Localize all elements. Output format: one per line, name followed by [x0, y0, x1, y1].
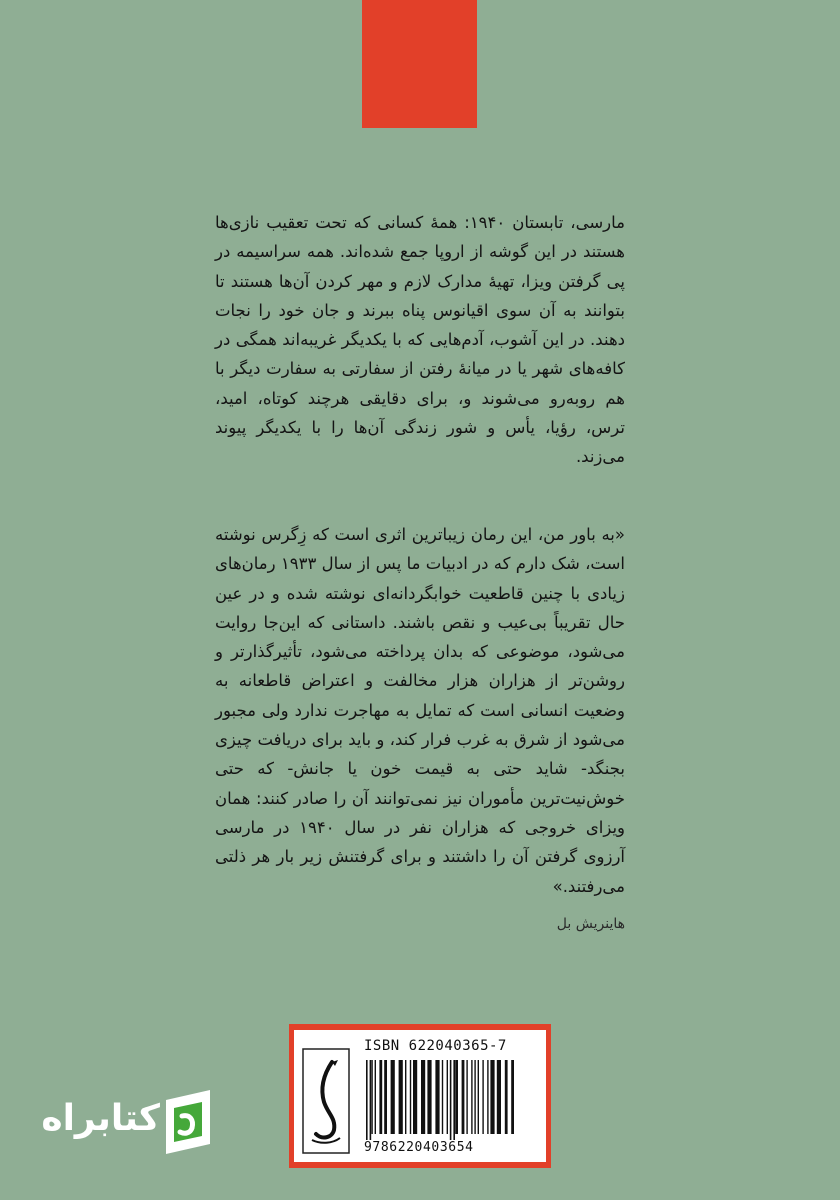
barcode-bar: [490, 1060, 494, 1134]
barcode-bar: [371, 1060, 372, 1134]
ketabrah-book-icon: [160, 1086, 222, 1156]
barcode-bar: [482, 1060, 483, 1134]
barcode-bar: [405, 1060, 406, 1134]
barcode-bar: [375, 1060, 376, 1134]
barcode-digits: 9786220403654: [364, 1140, 474, 1155]
barcode-bar: [505, 1060, 508, 1134]
synopsis-paragraph: مارسی، تابستان ۱۹۴۰: همهٔ کسانی که تحت تعقیب نازی‌ها هستند در این گوشه از اروپا جمع شده‌اند. همه سراسیمه در پی گرفتن ویزا، تهیهٔ مدارک لازم و مهر کردن آن‌ها هستند تا بتوانند به آن سوی اقیانوس پناه ببرند و جان خود را نجات دهند. در این آشوب، آدم‌هایی که با یکدیگر غریبه‌اند همگی در کافه‌های شهر یا در میانهٔ رفتن از سفارتی به سفارت دیگر با هم روبه‌رو می‌شوند و، برای دقایقی هرچند کوتاه، امید، ترس، رؤیا، یأس و شور زندگی آن‌ها را با یکدیگر پیوند می‌زند.: [215, 213, 625, 467]
barcode-bar: [478, 1060, 479, 1134]
review-quote: «به باور من، این رمان زیباترین اثری است که زِگرس نوشته است، شک دارم که در ادبیات ما پس از سال ۱۹۳۳ رمان‌های زیادی با چنین قاطعیت خوابگردانه‌ای نوشته شده و در عین حال تقریباً بی‌عیب و نقص باشند. داستانی که این‌جا روایت می‌شود، موضوعی که بدان پرداخته می‌شود، تأثیرگذارتر و روشن‌تر از هزاران هزار مخالفت و اعتراض قاطعانه به وضعیت انسانی است که تمایل به مهاجرت ندارد ولی مجبور می‌شود از شرق به غرب فرار کند، و باید برای دریافت چیزی بجنگد- شاید حتی به قیمت خون یا جانش- که حتی خوش‌نیت‌ترین مأموران نیز نمی‌توانند آن را صادر کنند: همان ویزای خروجی که هزاران نفر در سال ۱۹۴۰ در مارسی آرزوی گرفتن آن را داشتند و برای گرفتنش زیر بار هر ذلتی می‌رفتند.»: [215, 525, 626, 896]
watermark-text: کتابراه: [41, 1098, 160, 1139]
barcode-bar: [413, 1060, 417, 1134]
top-red-bar: [362, 0, 477, 128]
barcode-bar: [497, 1060, 501, 1134]
barcode-bar: [466, 1060, 467, 1134]
barcode-bar: [399, 1060, 403, 1134]
publisher-swan-logo-icon: [302, 1048, 350, 1154]
barcode-bar: [384, 1060, 387, 1134]
barcode-label: [294, 1030, 546, 1162]
barcode-bar: [379, 1060, 382, 1134]
barcode-bar: [487, 1060, 488, 1134]
barcode-bar: [511, 1060, 514, 1134]
barcode-bar: [471, 1060, 472, 1134]
quote-author: هاینریش بل: [556, 916, 625, 932]
barcode: [364, 1060, 540, 1140]
barcode-bar: [370, 1060, 372, 1140]
barcode-bar: [410, 1060, 411, 1134]
barcode-bar: [366, 1060, 368, 1140]
barcode-bar: [391, 1060, 395, 1134]
isbn-number: ISBN 622040365-7: [364, 1038, 507, 1054]
barcode-bar: [450, 1060, 452, 1140]
barcode-bar: [474, 1060, 475, 1134]
barcode-bar: [455, 1060, 458, 1134]
barcode-bar: [421, 1060, 425, 1134]
barcode-bar: [442, 1060, 443, 1134]
ketabrah-watermark: [42, 1086, 222, 1166]
isbn-barcode-panel: [289, 1024, 551, 1168]
barcode-bar: [427, 1060, 431, 1134]
barcode-bar: [462, 1060, 465, 1134]
barcode-bar: [453, 1060, 455, 1140]
barcode-bar: [447, 1060, 448, 1134]
barcode-bar: [435, 1060, 439, 1134]
